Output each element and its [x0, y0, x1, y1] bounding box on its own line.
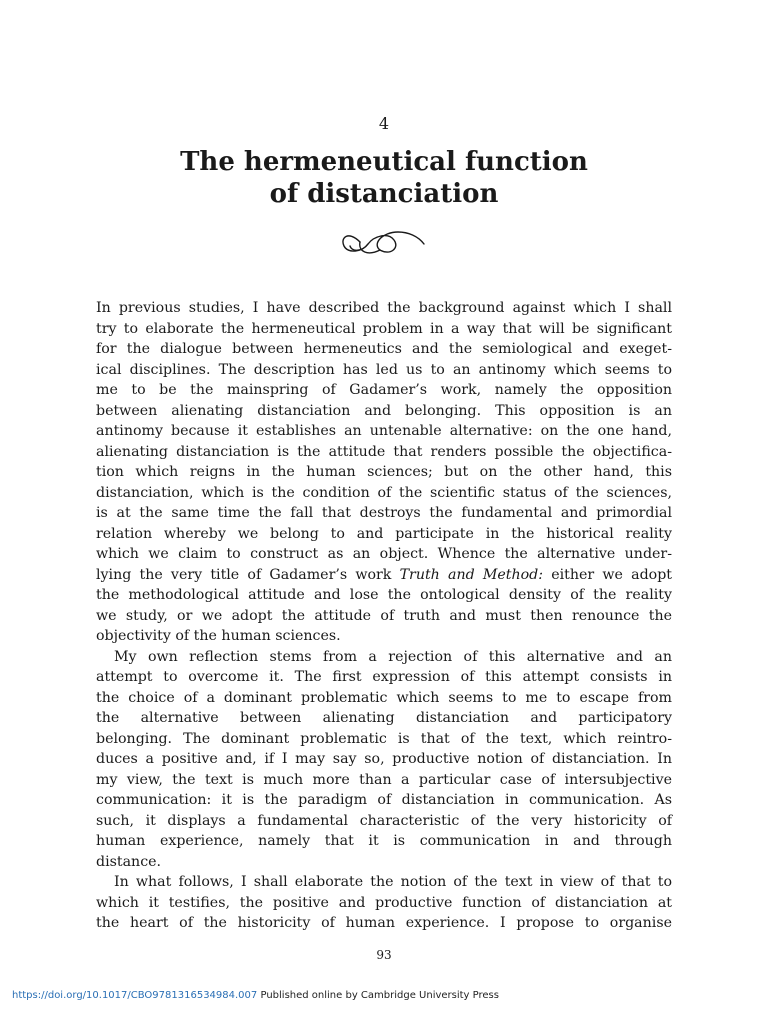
text-line: we study, or we adopt the attitude of truth and must then renounce the — [96, 607, 672, 624]
text-line: the alternative between alienating distanciation and participatory — [96, 710, 672, 726]
text-line: lying the very title of Gadamer’s work Truth and Method: either we adopt — [96, 566, 672, 583]
flourish-ornament-icon — [338, 222, 426, 258]
text-line: tion which reigns in the human sciences; but on the other hand, this — [96, 464, 672, 480]
text-line: In what follows, I shall elaborate the notion of the text in view of that to — [114, 874, 672, 890]
chapter-number: 4 — [378, 114, 390, 133]
text-line: which it testifies, the positive and productive function of distanciation at — [96, 894, 672, 911]
page-number: 93 — [376, 948, 392, 962]
text-line: the methodological attitude and lose the ontological density of the reality — [96, 587, 672, 603]
text-line: me to be the mainspring of Gadamer’s work, namely the opposition — [96, 382, 672, 398]
text-line: belonging. The dominant problematic is that of the text, which reintro- — [96, 730, 672, 747]
doi-link[interactable]: https://doi.org/10.1017/CBO9781316534984.007 — [12, 990, 258, 1001]
text-line: for the dialogue between hermeneutics and the semiological and exeget- — [96, 341, 672, 357]
body-text — [96, 298, 672, 934]
text-line: communication: it is the paradigm of distanciation in communication. As — [96, 792, 672, 808]
text-line: human experience, namely that it is communication in and through — [96, 833, 672, 849]
paragraph-3 — [96, 872, 672, 934]
text-line: My own reflection stems from a rejection of this alternative and an — [114, 648, 672, 665]
text-line: alienating distanciation is the attitude that renders possible the objectifica- — [96, 443, 672, 460]
text-line: my view, the text is much more than a particular case of intersubjective — [96, 771, 672, 788]
publisher-note: Published online by Cambridge University Press — [260, 990, 499, 1001]
text-line: In previous studies, I have described the background against which I shall — [96, 300, 672, 316]
text-line: the heart of the historicity of human experience. I propose to organise — [96, 915, 672, 931]
text-line: antinomy because it establishes an untenable alternative: on the one hand, — [96, 423, 672, 439]
text-line: relation whereby we belong to and participate in the historical reality — [96, 525, 672, 542]
paragraph-1 — [96, 298, 672, 647]
text-line: is at the same time the fall that destroys the fundamental and primordial — [96, 505, 672, 521]
text-line: distance. — [96, 853, 162, 870]
chapter-title-line-2: of distanciation — [269, 179, 499, 209]
text-line: objectivity of the human sciences. — [96, 628, 341, 644]
text-line: ical disciplines. The description has led us to an antinomy which seems to — [96, 361, 672, 378]
text-line: between alienating distanciation and belonging. This opposition is an — [96, 402, 672, 419]
text-line: try to elaborate the hermeneutical problem in a way that will be significant — [96, 320, 672, 337]
text-line: the choice of a dominant problematic which seems to me to escape from — [96, 689, 672, 706]
chapter-title-line-1: The hermeneutical function — [180, 147, 588, 177]
chapter-title — [0, 146, 768, 210]
text-line: which we claim to construct as an object. Whence the alternative under- — [96, 546, 672, 562]
footer — [12, 989, 499, 1003]
book-title-italic: Truth and Method: — [399, 566, 544, 583]
text-line: such, it displays a fundamental characteristic of the very historicity of — [96, 812, 672, 829]
text-line: duces a positive and, if I may say so, productive notion of distanciation. In — [96, 751, 672, 767]
paragraph-2 — [96, 647, 672, 873]
text-line: attempt to overcome it. The first expression of this attempt consists in — [96, 669, 672, 685]
text-line: distanciation, which is the condition of the scientific status of the sciences, — [96, 484, 672, 501]
